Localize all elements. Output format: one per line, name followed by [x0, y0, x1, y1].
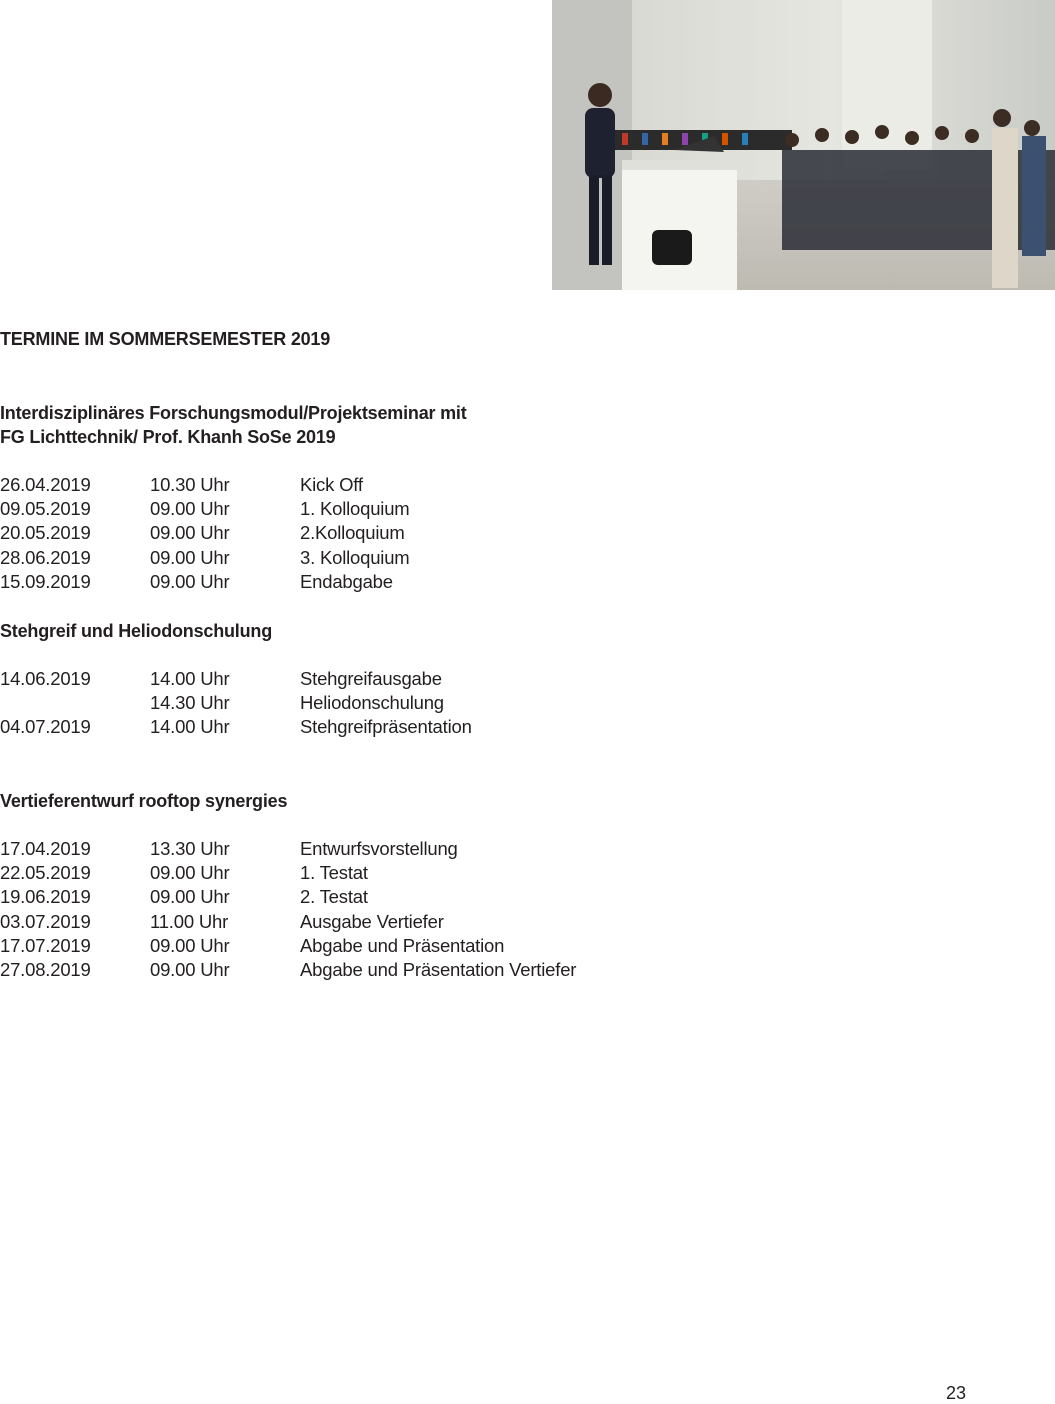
event: 2. Testat	[300, 886, 368, 908]
time: 09.00 Uhr	[150, 498, 230, 520]
time: 13.30 Uhr	[150, 838, 230, 859]
schedule-row	[0, 861, 576, 885]
time: 09.00 Uhr	[150, 862, 230, 884]
schedule-list	[0, 837, 576, 982]
event: Ausgabe Vertiefer	[300, 910, 444, 932]
section-title	[0, 619, 472, 643]
schedule-row	[0, 521, 467, 545]
presentation-photo	[552, 0, 1055, 290]
schedule-row	[0, 910, 576, 934]
schedule-row	[0, 958, 576, 982]
event: Abgabe und Präsentation Vertiefer	[300, 959, 577, 981]
date: 20.05.2019	[0, 522, 91, 544]
event: Stehgreifausgabe	[300, 668, 442, 689]
time: 10.30 Uhr	[150, 474, 230, 495]
time: 09.00 Uhr	[150, 886, 230, 908]
date: 09.05.2019	[0, 498, 91, 520]
date: 17.04.2019	[0, 838, 91, 859]
date: 17.07.2019	[0, 934, 91, 956]
date: 27.08.2019	[0, 959, 91, 981]
event: Stehgreifpräsentation	[300, 716, 472, 738]
schedule-row	[0, 667, 472, 691]
time: 14.30 Uhr	[150, 692, 230, 714]
schedule-list	[0, 667, 472, 740]
event: 1. Testat	[300, 862, 368, 884]
date: 26.04.2019	[0, 474, 91, 495]
date: 22.05.2019	[0, 862, 91, 884]
event: 1. Kolloquium	[300, 498, 410, 520]
schedule-row	[0, 546, 467, 570]
event: 3. Kolloquium	[300, 546, 410, 568]
time: 14.00 Uhr	[150, 716, 230, 738]
time: 09.00 Uhr	[150, 546, 230, 568]
page-number: 23	[945, 1383, 966, 1403]
event: Abgabe und Präsentation	[300, 934, 505, 956]
schedule-row	[0, 473, 467, 497]
section-title-line: Vertieferentwurf rooftop synergies	[0, 791, 288, 811]
schedule-row	[0, 497, 467, 521]
event: 2.Kolloquium	[300, 522, 405, 544]
section-title-line: Stehgreif und Heliodonschulung	[0, 621, 272, 641]
section-title	[0, 401, 467, 449]
date: 03.07.2019	[0, 910, 91, 932]
time: 09.00 Uhr	[150, 570, 230, 592]
date	[0, 691, 150, 715]
schedule-row	[0, 934, 576, 958]
page-heading: TERMINE IM SOMMERSEMESTER 2019	[0, 329, 331, 349]
event: Heliodonschulung	[300, 692, 444, 714]
event: Entwurfsvorstellung	[300, 838, 458, 859]
time: 09.00 Uhr	[150, 934, 230, 956]
schedule-row	[0, 691, 472, 715]
schedule-section-vertieferentwurf	[0, 789, 576, 982]
section-title	[0, 789, 576, 813]
date: 19.06.2019	[0, 886, 91, 908]
date: 28.06.2019	[0, 546, 91, 568]
schedule-row	[0, 570, 467, 594]
schedule-row	[0, 715, 472, 739]
time: 09.00 Uhr	[150, 522, 230, 544]
schedule-section-forschungsmodul	[0, 401, 467, 594]
time: 14.00 Uhr	[150, 668, 230, 689]
schedule-row	[0, 885, 576, 909]
schedule-row	[0, 837, 576, 861]
event: Kick Off	[300, 474, 363, 495]
section-title-line: FG Lichttechnik/ Prof. Khanh SoSe 2019	[0, 427, 336, 447]
date: 04.07.2019	[0, 716, 91, 738]
date: 15.09.2019	[0, 570, 91, 592]
date: 14.06.2019	[0, 668, 91, 689]
time: 11.00 Uhr	[150, 910, 229, 932]
section-title-line: Interdisziplinäres Forschungsmodul/Projektseminar mit	[0, 403, 467, 423]
schedule-section-stehgreif	[0, 619, 472, 740]
event: Endabgabe	[300, 570, 393, 592]
schedule-list	[0, 473, 467, 594]
time: 09.00 Uhr	[150, 959, 230, 981]
